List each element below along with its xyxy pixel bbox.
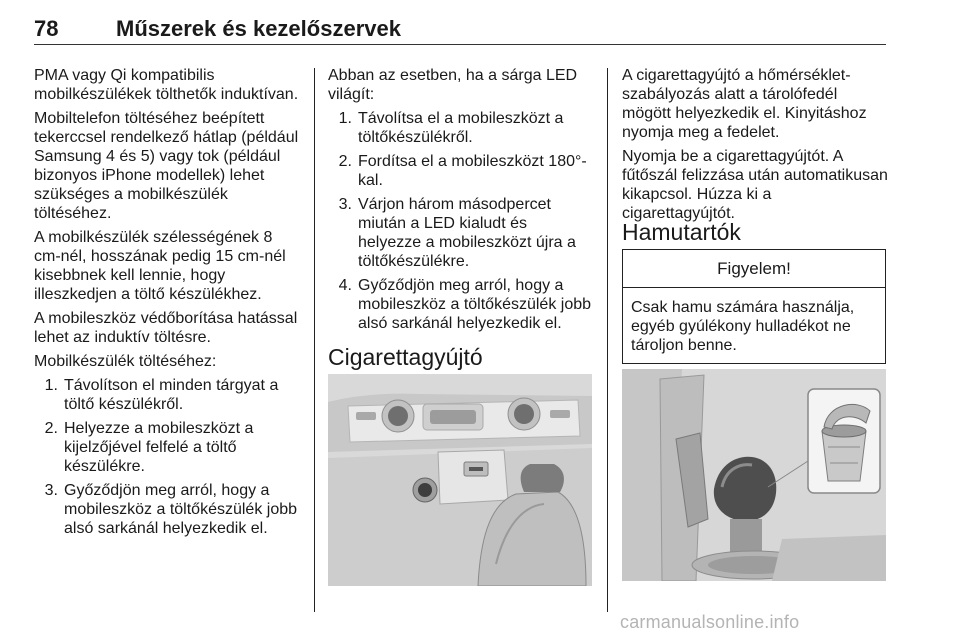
step-number: 2. bbox=[338, 153, 352, 170]
step-number: 3. bbox=[44, 482, 58, 499]
charging-steps-list bbox=[34, 376, 300, 538]
step-number: 3. bbox=[338, 196, 352, 213]
step-number: 2. bbox=[44, 420, 58, 437]
warning-notice-box bbox=[622, 249, 886, 364]
paragraph: Mobilkészülék töltéséhez: bbox=[34, 353, 217, 370]
step-text: Győződjön meg arról, hogy a mobileszköz a töltőkészülék jobb alsó sarkánál helyezkedik el. bbox=[358, 277, 592, 332]
paragraph: Abban az esetben, ha a sárga LED világít: bbox=[328, 67, 578, 103]
led-steps-list bbox=[328, 109, 592, 333]
paragraph: A mobilkészülék szélességének 8 cm-nél, hosszának pedig 15 cm-nél kisebbnek kell lennie, hogy illeszkedjen a töltő készülékhez. bbox=[34, 229, 286, 303]
column-1 bbox=[34, 66, 300, 544]
list-item bbox=[34, 481, 300, 538]
paragraph: Mobiltelefon töltéséhez beépített tekerccsel rendelkező hátlap (például Samsung 4 és 5) vagy tok (például bizonyos iPhone modellek) lehet szükséges a mobilkészülék töltéséhez. bbox=[34, 110, 299, 222]
step-text: Távolítson el minden tárgyat a töltő készülékről. bbox=[64, 377, 279, 413]
notice-title: Figyelem! bbox=[623, 250, 885, 288]
cigarette-lighter-illustration bbox=[328, 374, 592, 586]
page-number: 78 bbox=[34, 16, 59, 41]
list-item bbox=[34, 419, 300, 476]
paragraph: Nyomja be a cigarettagyújtót. A fűtőszál felizzása után automatikusan kikapcsol. Húzza ki a cigarettagyújtót. bbox=[622, 148, 888, 222]
paragraph: A mobileszköz védőborítása hatással lehet az induktív töltésre. bbox=[34, 310, 298, 346]
notice-text: Csak hamu számára használja, egyéb gyúlékony hulladékot ne tároljon benne. bbox=[631, 299, 855, 354]
column-divider-1 bbox=[314, 68, 315, 612]
list-item bbox=[328, 195, 592, 271]
list-item bbox=[34, 376, 300, 414]
paragraph: A cigarettagyújtó a hőmérséklet-szabályozás alatt a tárolófedél mögött helyezkedik el. Kinyitáshoz nyomja meg a fedelet. bbox=[622, 67, 867, 141]
column-2 bbox=[328, 66, 592, 339]
list-item bbox=[328, 152, 592, 190]
list-item bbox=[328, 276, 592, 333]
column-3 bbox=[622, 66, 888, 228]
ashtray-illustration bbox=[622, 369, 886, 581]
step-number: 4. bbox=[338, 277, 352, 294]
watermark: carmanualsonline.info bbox=[620, 612, 800, 632]
page-header bbox=[34, 8, 886, 45]
step-text: Fordítsa el a mobileszközt 180°-kal. bbox=[358, 153, 587, 189]
section-heading-cigarette-lighter: Cigarettagyújtó bbox=[328, 344, 483, 370]
section-heading-ashtrays: Hamutartók bbox=[622, 219, 741, 245]
column-divider-2 bbox=[607, 68, 608, 612]
paragraph: PMA vagy Qi kompatibilis mobilkészülékek tölthetők induktívan. bbox=[34, 67, 299, 103]
step-number: 1. bbox=[338, 110, 352, 127]
step-text: Győződjön meg arról, hogy a mobileszköz a töltőkészülék jobb alsó sarkánál helyezkedik el. bbox=[64, 482, 298, 537]
step-text: Várjon három másodpercet miután a LED kialudt és helyezze a mobileszközt újra a töltőkészülékre. bbox=[358, 196, 576, 270]
step-number: 1. bbox=[44, 377, 58, 394]
chapter-title: Műszerek és kezelőszervek bbox=[116, 16, 401, 41]
step-text: Helyezze a mobileszközt a kijelzőjével felfelé a töltő készülékre. bbox=[64, 420, 254, 475]
list-item bbox=[328, 109, 592, 147]
step-text: Távolítsa el a mobileszközt a töltőkészülékről. bbox=[358, 110, 564, 146]
